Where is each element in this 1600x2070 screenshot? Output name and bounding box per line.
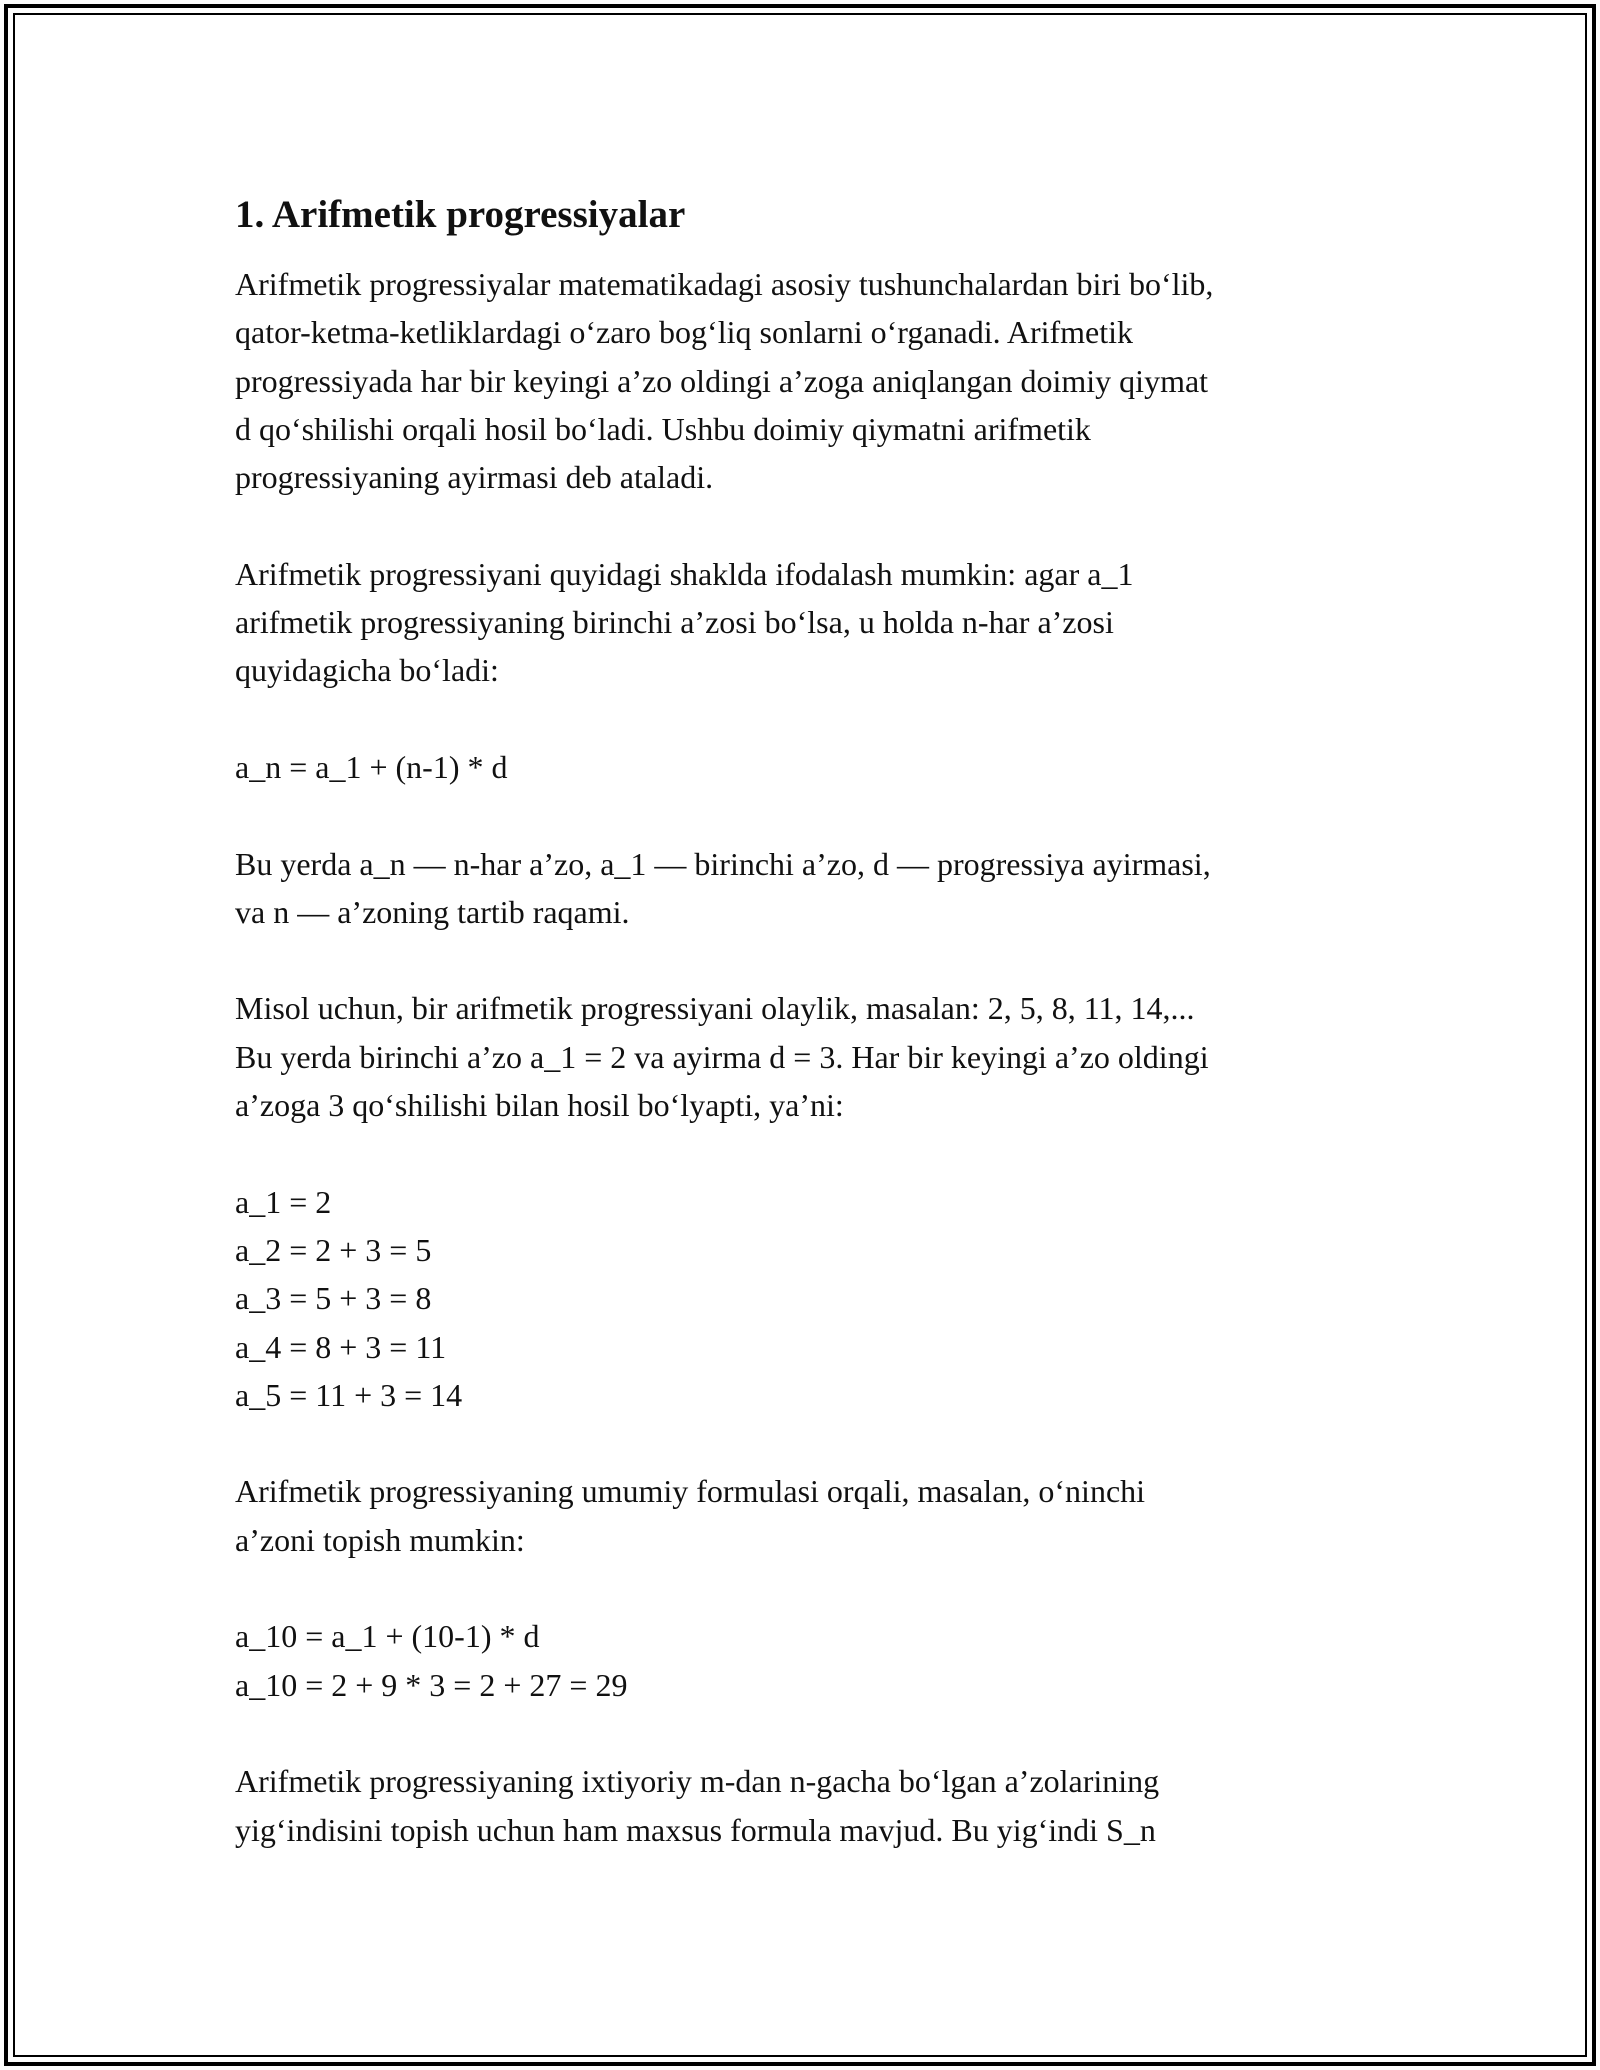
text-line: Bu yerda birinchi a’zo a_1 = 2 va ayirma d = 3. Har bir keyingi a’zo oldingi (235, 1038, 1209, 1075)
text-line: yig‘indisini topish uchun ham maxsus formula mavjud. Bu yig‘indi S_n (235, 1811, 1156, 1848)
paragraph-intro (235, 260, 1375, 501)
text-line: progressiyada har bir keyingi a’zo oldingi a’zoga aniqlangan doimiy qiymat (235, 362, 1209, 399)
paragraph-sum (235, 1757, 1375, 1854)
text-line: arifmetik progressiyaning birinchi a’zosi bo‘lsa, u holda n-har a’zosi (235, 604, 1114, 641)
document-body (235, 185, 1375, 1854)
formula-line: a_n = a_1 + (n-1) * d (235, 748, 508, 785)
formula-general-term (235, 743, 1375, 791)
text-line: va n — a’zoning tartib raqami. (235, 893, 630, 930)
formula-line: a_3 = 5 + 3 = 8 (235, 1280, 432, 1317)
formula-line: a_4 = 8 + 3 = 11 (235, 1328, 447, 1365)
formula-line: a_1 = 2 (235, 1183, 332, 1220)
formula-tenth-term (235, 1612, 1375, 1709)
text-line: Bu yerda a_n — n-har a’zo, a_1 — birinchi a’zo, d — progressiya ayirmasi, (235, 845, 1211, 882)
text-line: a’zoni topish mumkin: (235, 1521, 525, 1558)
example-terms-list (235, 1178, 1375, 1419)
text-line: a’zoga 3 qo‘shilishi bilan hosil bo‘lyapti, ya’ni: (235, 1087, 844, 1124)
paragraph-tenth-term (235, 1467, 1375, 1564)
section-heading: 1. Arifmetik progressiyalar (235, 193, 686, 236)
text-line: Misol uchun, bir arifmetik progressiyani olaylik, masalan: 2, 5, 8, 11, 14,... (235, 990, 1195, 1027)
formula-line: a_10 = a_1 + (10-1) * d (235, 1618, 540, 1655)
paragraph-example (235, 984, 1375, 1129)
paragraph-definition (235, 550, 1375, 695)
text-line: Arifmetik progressiyaning ixtiyoriy m-dan n-gacha bo‘lgan a’zolarining (235, 1763, 1160, 1800)
formula-line: a_5 = 11 + 3 = 14 (235, 1376, 463, 1413)
paragraph-notation (235, 840, 1375, 937)
text-line: qator-ketma-ketliklardagi o‘zaro bog‘liq sonlarni o‘rganadi. Arifmetik (235, 314, 1134, 351)
formula-line: a_2 = 2 + 3 = 5 (235, 1231, 432, 1268)
text-line: d qo‘shilishi orqali hosil bo‘ladi. Ushbu doimiy qiymatni arifmetik (235, 410, 1091, 447)
text-line: progressiyaning ayirmasi deb ataladi. (235, 459, 714, 496)
text-line: quyidagicha bo‘ladi: (235, 652, 499, 689)
formula-line: a_10 = 2 + 9 * 3 = 2 + 27 = 29 (235, 1666, 628, 1703)
text-line: Arifmetik progressiyaning umumiy formulasi orqali, masalan, o‘ninchi (235, 1473, 1146, 1510)
text-line: Arifmetik progressiyalar matematikadagi asosiy tushunchalardan biri bo‘lib, (235, 266, 1214, 302)
text-line: Arifmetik progressiyani quyidagi shaklda ifodalash mumkin: agar a_1 (235, 555, 1134, 592)
